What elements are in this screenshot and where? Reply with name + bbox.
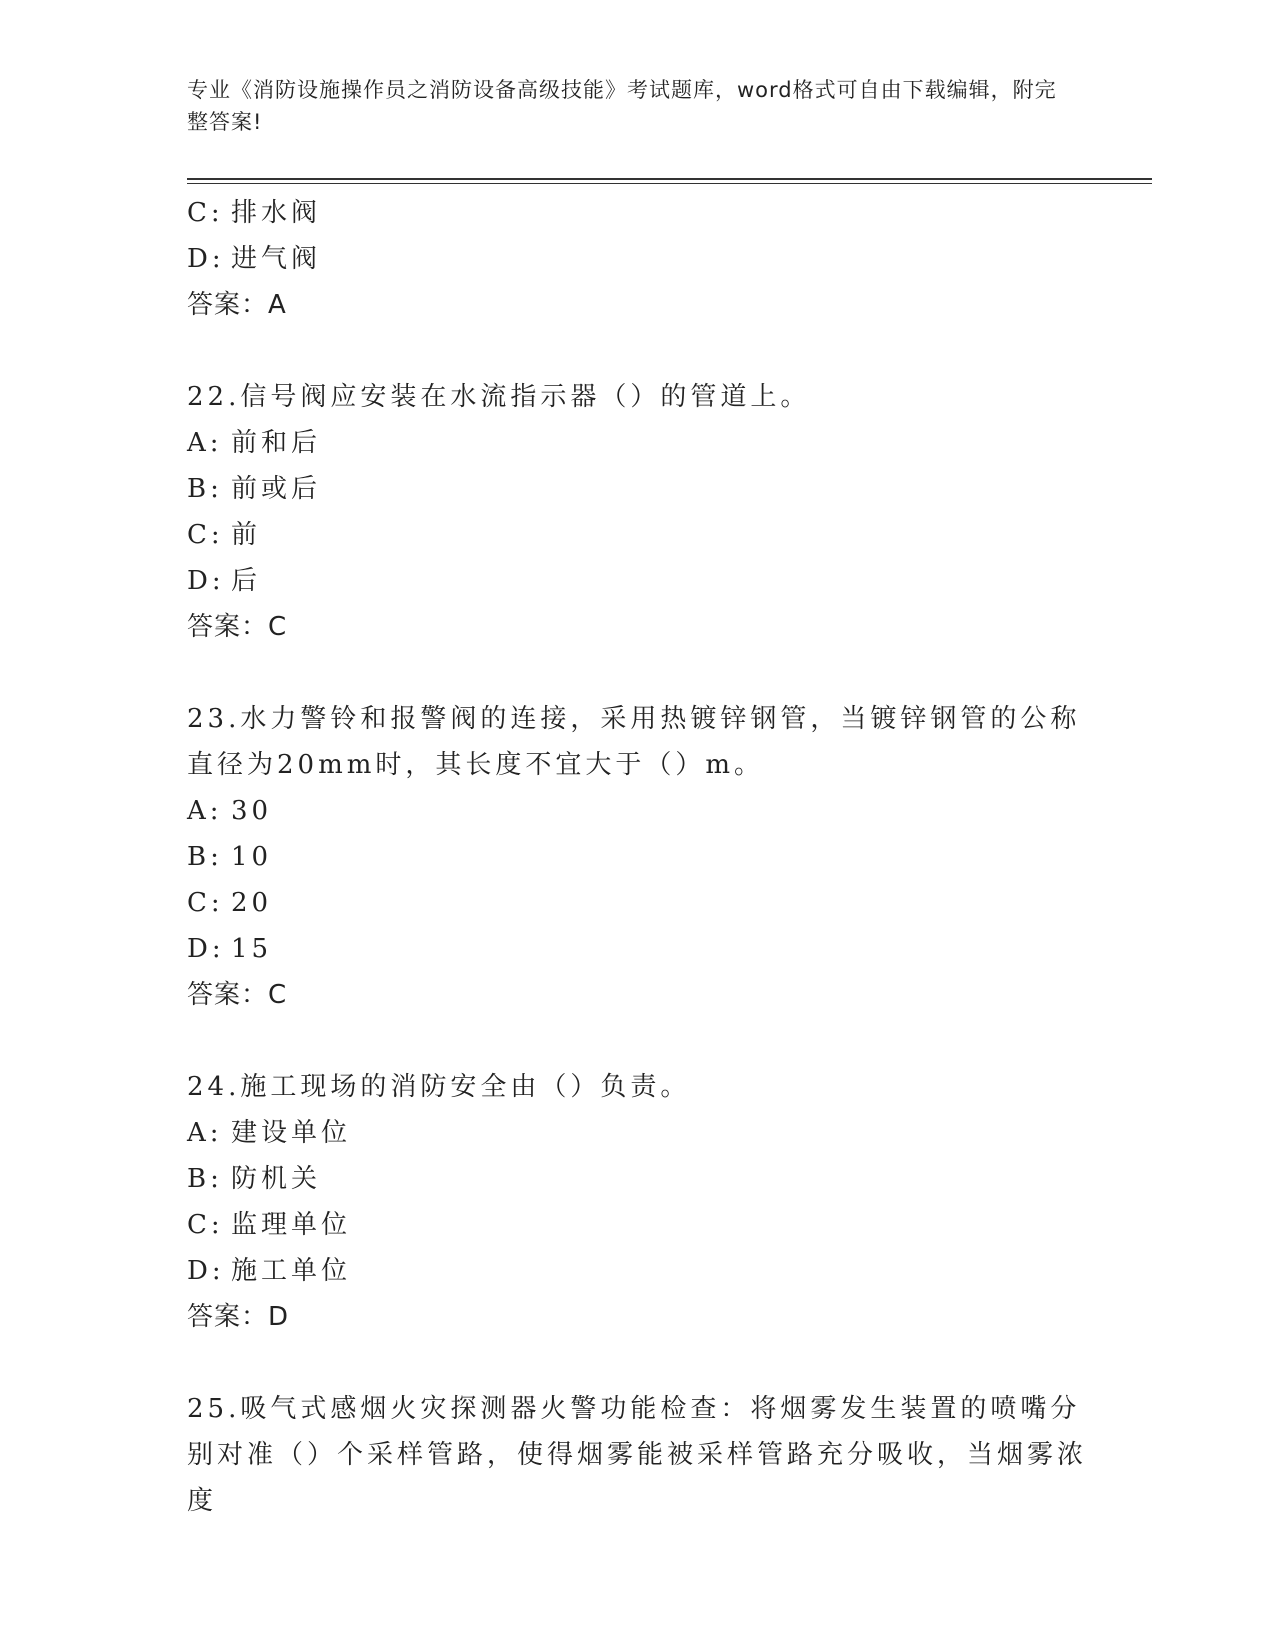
spacer bbox=[187, 1340, 1087, 1386]
option-text: 监理单位 bbox=[231, 1210, 352, 1240]
option-text: 排水阀 bbox=[231, 198, 322, 228]
question-stem-23: 23.水力警铃和报警阀的连接，采用热镀锌钢管，当镀锌钢管的公称直径为20mm时，其长度不宜大于（）m。 bbox=[187, 704, 1081, 780]
option-b bbox=[187, 834, 1087, 880]
question-list bbox=[187, 190, 1087, 1524]
option-d bbox=[187, 1248, 1087, 1294]
option-b bbox=[187, 466, 1087, 512]
header-rule-thin bbox=[187, 183, 1152, 184]
option-text: 前或后 bbox=[231, 474, 322, 504]
option-a bbox=[187, 788, 1087, 834]
option-text: 施工单位 bbox=[231, 1256, 352, 1286]
option-text: 30 bbox=[231, 796, 273, 826]
answer-line: 答案：D bbox=[187, 1302, 290, 1332]
option-c bbox=[187, 512, 1087, 558]
option-c bbox=[187, 1202, 1087, 1248]
question-stem-25: 25.吸气式感烟火灾探测器火警功能检查：将烟雾发生装置的喷嘴分别对准（）个采样管路，使得烟雾能被采样管路充分吸收，当烟雾浓度 bbox=[187, 1394, 1088, 1516]
answer-line: 答案：C bbox=[187, 612, 288, 642]
option-text: 前 bbox=[231, 520, 262, 550]
question-stem-24: 24.施工现场的消防安全由（）负责。 bbox=[187, 1072, 691, 1102]
option-b bbox=[187, 1156, 1087, 1202]
option-text: 进气阀 bbox=[231, 244, 322, 274]
document-header: 专业《消防设施操作员之消防设备高级技能》考试题库，word格式可自由下载编辑，附完整答案! bbox=[187, 78, 1057, 134]
option-text: 15 bbox=[231, 934, 273, 964]
spacer bbox=[187, 1018, 1087, 1064]
option-key: B: bbox=[187, 474, 223, 504]
option-text: 后 bbox=[231, 566, 262, 596]
header-rule-thick bbox=[187, 178, 1152, 180]
option-key: C: bbox=[187, 888, 224, 918]
option-key: A: bbox=[187, 428, 223, 458]
question-stem-22: 22.信号阀应安装在水流指示器（）的管道上。 bbox=[187, 382, 811, 412]
option-key: D: bbox=[187, 934, 225, 964]
answer-line: 答案：C bbox=[187, 980, 288, 1010]
option-d bbox=[187, 236, 1087, 282]
option-key: A: bbox=[187, 1118, 223, 1148]
spacer bbox=[187, 328, 1087, 374]
option-key: C: bbox=[187, 198, 224, 228]
option-d bbox=[187, 926, 1087, 972]
option-key: A: bbox=[187, 796, 223, 826]
option-text: 10 bbox=[231, 842, 273, 872]
option-c bbox=[187, 190, 1087, 236]
option-c bbox=[187, 880, 1087, 926]
option-key: C: bbox=[187, 520, 224, 550]
option-key: D: bbox=[187, 244, 225, 274]
option-text: 建设单位 bbox=[231, 1118, 352, 1148]
option-text: 前和后 bbox=[231, 428, 322, 458]
option-a bbox=[187, 1110, 1087, 1156]
spacer bbox=[187, 650, 1087, 696]
option-key: D: bbox=[187, 1256, 225, 1286]
option-d bbox=[187, 558, 1087, 604]
option-key: B: bbox=[187, 842, 223, 872]
option-key: B: bbox=[187, 1164, 223, 1194]
option-text: 20 bbox=[231, 888, 273, 918]
answer-line: 答案：A bbox=[187, 290, 287, 320]
option-key: D: bbox=[187, 566, 225, 596]
option-text: 防机关 bbox=[231, 1164, 322, 1194]
option-key: C: bbox=[187, 1210, 224, 1240]
option-a bbox=[187, 420, 1087, 466]
